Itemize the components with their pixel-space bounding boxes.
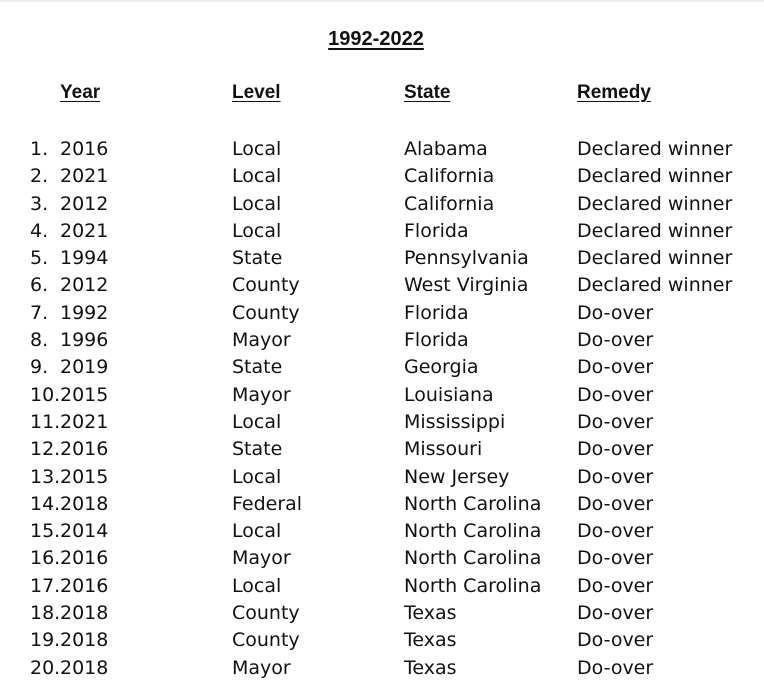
cell-level: Local xyxy=(232,465,282,488)
cell-year: 2015 xyxy=(60,383,109,406)
cell-year: 2012 xyxy=(60,274,109,297)
document-title: 1992-2022 xyxy=(328,28,424,50)
cell-remedy: Declared winner xyxy=(577,192,733,215)
cell-year: 2016 xyxy=(60,438,109,461)
cell-remedy: Do-over xyxy=(577,301,654,324)
cell-level: County xyxy=(232,602,300,625)
cell-state: Pennsylvania xyxy=(404,247,529,270)
cell-state: Texas xyxy=(404,602,457,625)
cell-num: 18. xyxy=(30,602,61,625)
cell-state: North Carolina xyxy=(404,520,542,543)
table-row xyxy=(0,464,764,491)
table-row xyxy=(0,655,764,682)
cell-level: Mayor xyxy=(232,329,291,352)
table-row xyxy=(0,136,764,163)
cell-level: State xyxy=(232,356,283,379)
cell-num: 16. xyxy=(30,547,61,570)
cell-remedy: Declared winner xyxy=(577,274,733,297)
table-row xyxy=(0,491,764,518)
cell-num: 3. xyxy=(30,192,49,215)
cell-year: 1996 xyxy=(60,329,109,352)
cell-remedy: Do-over xyxy=(577,383,654,406)
cell-remedy: Declared winner xyxy=(577,247,733,270)
cell-state: Alabama xyxy=(404,138,488,160)
cell-state: California xyxy=(404,192,495,215)
cell-remedy: Do-over xyxy=(577,465,654,488)
cell-level: Local xyxy=(232,219,282,242)
table-row xyxy=(0,436,764,463)
cell-num: 14. xyxy=(30,492,61,515)
cell-level: County xyxy=(232,629,300,652)
cell-state: North Carolina xyxy=(404,574,542,597)
header-level: Level xyxy=(232,82,281,103)
cell-year: 2018 xyxy=(60,629,109,652)
cell-num: 9. xyxy=(30,356,49,379)
cell-year: 1994 xyxy=(60,247,109,270)
cell-level: Local xyxy=(232,520,282,543)
table-row xyxy=(0,354,764,381)
table-row xyxy=(0,245,764,272)
cell-state: Florida xyxy=(404,329,469,352)
cell-num: 2. xyxy=(30,165,49,188)
cell-level: Local xyxy=(232,192,282,215)
cell-state: New Jersey xyxy=(404,465,510,488)
cell-num: 11. xyxy=(30,410,61,433)
table-row xyxy=(0,627,764,654)
cell-remedy: Declared winner xyxy=(577,165,733,188)
table-row xyxy=(0,272,764,299)
cell-num: 17. xyxy=(30,574,61,597)
table-row xyxy=(0,191,764,218)
cell-remedy: Do-over xyxy=(577,574,654,597)
table-row xyxy=(0,300,764,327)
cell-year: 2014 xyxy=(60,520,109,543)
cell-level: State xyxy=(232,247,283,270)
cell-num: 19. xyxy=(30,629,61,652)
table-row xyxy=(0,218,764,245)
cell-remedy: Do-over xyxy=(577,602,654,625)
cell-num: 15. xyxy=(30,520,61,543)
cell-level: Mayor xyxy=(232,656,291,679)
cell-remedy: Declared winner xyxy=(577,219,733,242)
table-row xyxy=(0,573,764,600)
cell-level: Local xyxy=(232,165,282,188)
cell-num: 10. xyxy=(30,383,61,406)
cell-year: 2018 xyxy=(60,602,109,625)
table-row xyxy=(0,163,764,190)
table-row xyxy=(0,409,764,436)
cell-level: Mayor xyxy=(232,547,291,570)
cell-level: State xyxy=(232,438,283,461)
header-remedy: Remedy xyxy=(577,82,651,103)
cell-year: 2018 xyxy=(60,492,109,515)
cell-year: 2019 xyxy=(60,356,109,379)
table-row xyxy=(0,545,764,572)
cell-year: 1992 xyxy=(60,301,109,324)
table-header xyxy=(0,82,764,106)
cell-year: 2015 xyxy=(60,465,109,488)
table-row xyxy=(0,518,764,545)
cell-num: 6. xyxy=(30,274,49,297)
cell-state: North Carolina xyxy=(404,492,542,515)
cell-year: 2021 xyxy=(60,410,109,433)
cell-remedy: Declared winner xyxy=(577,138,733,160)
cell-state: West Virginia xyxy=(404,274,529,297)
cell-num: 1. xyxy=(30,138,49,160)
cell-year: 2016 xyxy=(60,138,109,160)
cell-remedy: Do-over xyxy=(577,656,654,679)
cell-state: Louisiana xyxy=(404,383,494,406)
header-state: State xyxy=(404,82,451,103)
cell-remedy: Do-over xyxy=(577,410,654,433)
cell-level: Local xyxy=(232,574,282,597)
cell-level: Mayor xyxy=(232,383,291,406)
cell-level: Local xyxy=(232,138,282,160)
table-body xyxy=(0,136,764,682)
cell-year: 2021 xyxy=(60,165,109,188)
cell-state: Missouri xyxy=(404,438,483,461)
cell-remedy: Do-over xyxy=(577,520,654,543)
cell-level: County xyxy=(232,301,300,324)
table-row xyxy=(0,327,764,354)
cell-year: 2012 xyxy=(60,192,109,215)
cell-state: Florida xyxy=(404,219,469,242)
cell-level: Federal xyxy=(232,492,303,515)
cell-num: 5. xyxy=(30,247,49,270)
cell-remedy: Do-over xyxy=(577,547,654,570)
cell-state: Texas xyxy=(404,656,457,679)
top-divider xyxy=(0,0,764,2)
cell-remedy: Do-over xyxy=(577,492,654,515)
cell-num: 8. xyxy=(30,329,49,352)
table-row xyxy=(0,382,764,409)
cell-remedy: Do-over xyxy=(577,438,654,461)
cell-state: North Carolina xyxy=(404,547,542,570)
cell-remedy: Do-over xyxy=(577,629,654,652)
cell-num: 7. xyxy=(30,301,49,324)
cell-state: Texas xyxy=(404,629,457,652)
cell-year: 2016 xyxy=(60,574,109,597)
cell-remedy: Do-over xyxy=(577,329,654,352)
header-year: Year xyxy=(60,82,101,103)
cell-year: 2018 xyxy=(60,656,109,679)
cell-level: Local xyxy=(232,410,282,433)
cell-remedy: Do-over xyxy=(577,356,654,379)
cell-year: 2021 xyxy=(60,219,109,242)
cell-num: 12. xyxy=(30,438,61,461)
cell-state: Mississippi xyxy=(404,410,506,433)
cell-num: 13. xyxy=(30,465,61,488)
cell-state: Florida xyxy=(404,301,469,324)
cell-state: California xyxy=(404,165,495,188)
cell-state: Georgia xyxy=(404,356,479,379)
cell-num: 20. xyxy=(30,656,61,679)
cell-level: County xyxy=(232,274,300,297)
cell-num: 4. xyxy=(30,219,49,242)
cell-year: 2016 xyxy=(60,547,109,570)
table-row xyxy=(0,600,764,627)
